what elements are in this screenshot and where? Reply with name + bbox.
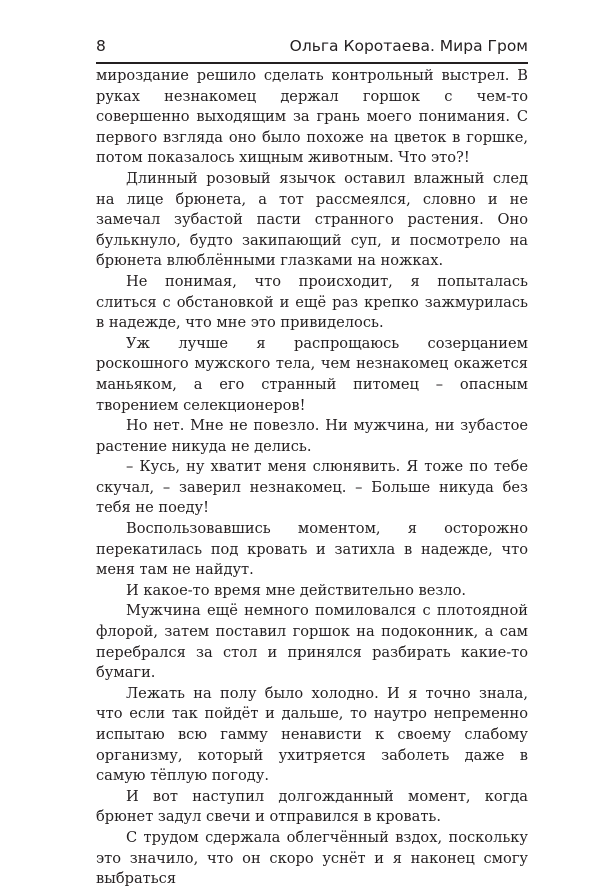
paragraph: Мужчина ещё немного помиловался с плотоядной флорой, затем поставил горшок на подоконник, а сам перебрался за стол и принялся разбирать какие-то бумаги. bbox=[96, 602, 528, 682]
paragraph: Уж лучше я распрощаюсь созерцанием роскошного мужского тела, чем незнакомец окажется маньяком, а его странный питомец – опасным творением селекционеров! bbox=[96, 334, 528, 414]
paragraph: И какое-то время мне действительно везло. bbox=[126, 581, 467, 599]
paragraph: Но нет. Мне не повезло. Ни мужчина, ни зубастое растение никуда не делись. bbox=[96, 417, 528, 455]
paragraph: И вот наступил долгожданный момент, когда брюнет задул свечи и отправился в кровать. bbox=[96, 787, 528, 826]
running-title: Ольга Коротаева. Мира Гром bbox=[289, 37, 528, 55]
paragraph: Воспользовавшись моментом, я осторожно перекатилась под кровать и затихла в надежде, что меня там не найдут. bbox=[96, 520, 528, 579]
paragraph: Не понимая, что происходит, я попыталась слиться с обстановкой и ещё раз крепко зажмурилась в надежде, что мне это привиделось. bbox=[96, 272, 528, 332]
paragraph: – Кусь, ну хватит меня слюнявить. Я тоже по тебе скучал, – заверил незнакомец. – Больше никуда без тебя не поеду! bbox=[96, 458, 528, 517]
page-number: 8 bbox=[96, 37, 106, 55]
body-text bbox=[96, 66, 528, 890]
paragraph: Лежать на полу было холодно. И я точно знала, что если так пойдёт и дальше, то наутро непременно испытаю всю гамму ненависти к своему слабому организму, который ухитряется заболеть даже в самую тёплую погоду. bbox=[96, 684, 528, 785]
header-rule bbox=[96, 62, 528, 64]
page-header bbox=[96, 36, 528, 58]
paragraph: мироздание решило сделать контрольный выстрел. В руках незнакомец держал горшок с чем-то совершенно выходящим за грань моего понимания. С первого взгляда оно было похоже на цветок в горшке, потом показалось хищным животным. Что это?! bbox=[96, 67, 528, 167]
paragraph: Длинный розовый язычок оставил влажный след на лице брюнета, а тот рассмеялся, словно и не замечал зубастой пасти странного растения. Оно булькнуло, будто закипающий суп, и посмотрело на брюнета влюблёнными глазками на ножках. bbox=[96, 169, 528, 270]
paragraph: С трудом сдержала облегчённый вздох, поскольку это значило, что он скоро уснёт и я наконец смогу выбраться bbox=[96, 828, 528, 888]
